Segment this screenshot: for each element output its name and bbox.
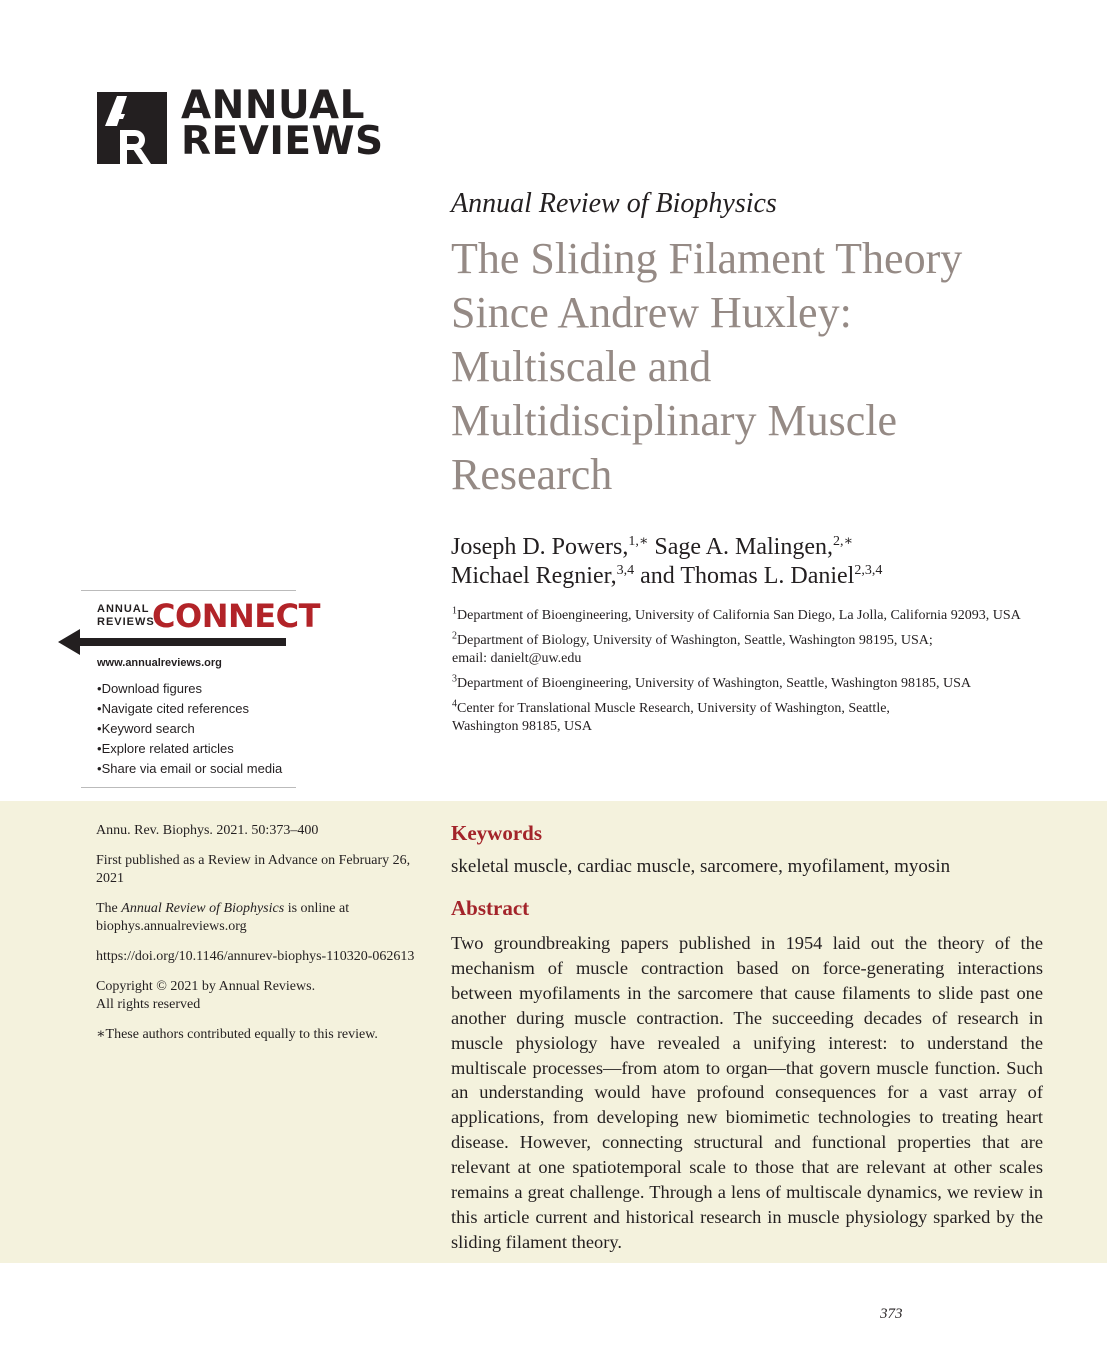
connect-brand-line-2: REVIEWS	[97, 616, 155, 628]
copyright-line-1: Copyright © 2021 by Annual Reviews.	[96, 979, 316, 994]
affiliation-number: 4	[452, 698, 457, 710]
connect-title: CONNECT	[152, 597, 320, 635]
author-name: Michael Regnier,	[451, 563, 617, 589]
online-info-post: is online at biophys.annualreviews.org	[96, 901, 350, 934]
affiliation-text: Department of Bioengineering, University of California San Diego, La Jolla, California 92093, USA	[457, 608, 1021, 623]
author-affil-sup: 2,∗	[832, 534, 853, 549]
author-affil-sup: 1,∗	[628, 534, 649, 549]
affiliation-number: 1	[452, 605, 457, 617]
keywords-list: skeletal muscle, cardiac muscle, sarcomere, myofilament, myosin	[451, 856, 951, 877]
author-name: Joseph D. Powers,	[451, 534, 629, 560]
copyright	[96, 978, 416, 1014]
author-affil-sup: 2,3,4	[854, 563, 883, 578]
annual-reviews-logo	[97, 83, 384, 166]
connect-brand-small	[97, 603, 155, 629]
affiliation-text: Department of Bioengineering, University of Washington, Seattle, Washington 98185, USA	[457, 676, 971, 691]
affiliation-item	[452, 700, 1052, 736]
logo-wordmark	[181, 83, 384, 164]
connect-brand-line-1: ANNUAL	[97, 603, 150, 615]
arrow-left-icon	[58, 629, 288, 655]
affiliation-item	[452, 632, 1052, 668]
journal-name: Annual Review of Biophysics	[451, 188, 777, 219]
affiliation-item	[452, 607, 1052, 625]
affiliation-email[interactable]: email: danielt@uw.edu	[452, 651, 582, 666]
list-item: • Navigate cited references	[97, 699, 282, 719]
online-info	[96, 900, 416, 936]
doi-link[interactable]: https://doi.org/10.1146/annurev-biophys-110320-062613	[96, 949, 415, 964]
article-metadata	[96, 822, 416, 1056]
author-affil-sup: 3,4	[616, 563, 635, 578]
list-item: • Explore related articles	[97, 739, 282, 759]
author-name: and Thomas L. Daniel	[640, 563, 855, 589]
online-info-pre: The	[96, 901, 118, 916]
abstract-text: Two groundbreaking papers published in 1954 laid out the theory of the mechanism of muscle contraction based on force-generating interactions between myofilaments in the sarcomere that cause filaments to slide past one another during muscle contraction. The succeeding decades of research in muscle physiology have revealed a unifying interest: to understand the multiscale processes—from atom to organ—that govern muscle function. Such an understanding would have profound consequences for a vast array of applications, from developing new biomimetic technologies to treating heart disease. However, connecting structural and functional properties that are relevant at one spatiotemporal scale to those that are relevant at other scales remains a great challenge. Through a lens of multiscale dynamics, we review in this article current and historical research in muscle physiology sparked by the sliding filament theory.	[451, 933, 1043, 1252]
page-number: 373	[880, 1306, 903, 1322]
affiliations	[452, 607, 1052, 743]
equal-contribution-footnote: ∗These authors contributed equally to this review.	[96, 1027, 378, 1042]
keywords-heading: Keywords	[451, 821, 542, 845]
connect-url[interactable]: www.annualreviews.org	[97, 657, 222, 669]
affiliation-text: Center for Translational Muscle Research, University of Washington, Seattle,	[457, 701, 890, 716]
ar-logo-mark-icon	[97, 92, 167, 164]
citation: Annu. Rev. Biophys. 2021. 50:373–400	[96, 823, 319, 838]
abstract-heading: Abstract	[451, 896, 530, 920]
list-item: • Share via email or social media	[97, 759, 282, 779]
author-list	[451, 533, 1011, 591]
copyright-line-2: All rights reserved	[96, 997, 201, 1012]
affiliation-text-cont: Washington 98185, USA	[452, 719, 593, 734]
affiliation-number: 3	[452, 673, 457, 685]
first-published: First published as a Review in Advance on February 26, 2021	[96, 853, 411, 886]
list-item: • Keyword search	[97, 719, 282, 739]
logo-line-1: ANNUAL	[181, 83, 365, 128]
affiliation-item	[452, 675, 1052, 693]
list-item: • Download figures	[97, 679, 282, 699]
logo-line-2: REVIEWS	[181, 119, 384, 164]
connect-feature-list	[97, 679, 282, 779]
affiliation-number: 2	[452, 630, 457, 642]
online-info-journal: Annual Review of Biophysics	[121, 901, 285, 916]
affiliation-text: Department of Biology, University of Washington, Seattle, Washington 98195, USA;	[457, 633, 933, 648]
article-title: The Sliding Filament Theory Since Andrew Huxley: Multiscale and Multidisciplinary Muscle Research	[451, 234, 963, 499]
annual-reviews-connect-box[interactable]	[81, 590, 320, 788]
author-name: Sage A. Malingen,	[654, 534, 833, 560]
